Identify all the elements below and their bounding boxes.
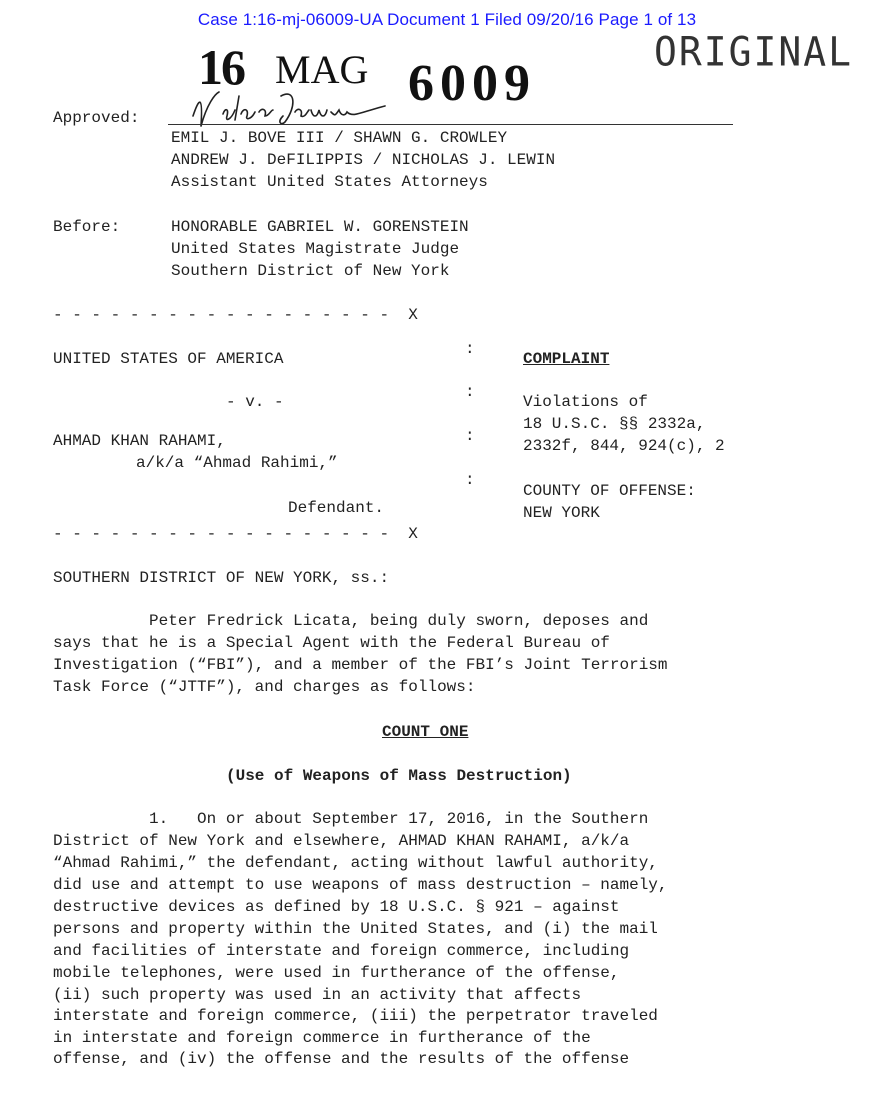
approved-label: Approved: [53,109,140,127]
stamp-number: 6009 [408,55,536,112]
plaintiff: UNITED STATES OF AMERICA [53,350,284,368]
caption-colon: : [465,340,475,358]
stamp-number-prefix: 16 [198,39,244,95]
paragraph-line: offense, and (iv) the offense and the results of the offense [53,1050,630,1068]
defendant-aka: a/k/a “Ahmad Rahimi,” [136,454,338,472]
intro-line: Investigation (“FBI”), and a member of the FBI’s Joint Terrorism [53,656,668,674]
intro-line: Task Force (“JTTF”), and charges as follows: [53,678,476,696]
judge-name: HONORABLE GABRIEL W. GORENSTEIN [171,218,469,236]
paragraph-line: persons and property within the United States, and (i) the mail [53,920,658,938]
count-title: COUNT ONE [382,723,469,741]
count-subtitle: (Use of Weapons of Mass Destruction) [226,767,572,785]
intro-line: Peter Fredrick Licata, being duly sworn, deposes and [53,612,649,630]
intro-line: says that he is a Special Agent with the Federal Bureau of [53,634,610,652]
before-label: Before: [53,218,121,236]
approved-attorneys-line1: EMIL J. BOVE III / SHAWN G. CROWLEY [171,129,508,147]
violations-line1: Violations of [523,393,648,411]
paragraph-line: destructive devices as defined by 18 U.S.C. § 921 – against [53,898,620,916]
approved-attorneys-line2: ANDREW J. DeFILIPPIS / NICHOLAS J. LEWIN [171,151,556,169]
paragraph-line: mobile telephones, were used in furtherance of the offense, [53,964,620,982]
county-label: COUNTY OF OFFENSE: [523,482,696,500]
approved-attorneys-line3: Assistant United States Attorneys [171,173,488,191]
complaint-title: COMPLAINT [523,350,610,368]
paragraph-line: and facilities of interstate and foreign commerce, including [53,942,630,960]
paragraph-line: in interstate and foreign commerce in furtherance of the [53,1029,591,1047]
paragraph-line: District of New York and elsewhere, AHMAD KHAN RAHAMI, a/k/a [53,832,630,850]
violations-line2: 18 U.S.C. §§ 2332a, [523,415,706,433]
caption-top-dashes: - - - - - - - - - - - - - - - - - - X [53,306,418,324]
paragraph-line: (ii) such property was used in an activity that affects [53,986,582,1004]
stamp-mag: MAG [275,47,369,92]
caption-bottom-dashes: - - - - - - - - - - - - - - - - - - X [53,525,418,543]
defendant-label: Defendant. [288,499,385,517]
paragraph-line: did use and attempt to use weapons of mass destruction – namely, [53,876,668,894]
caption-colon: : [465,471,475,489]
violations-line3: 2332f, 844, 924(c), 2 [523,437,725,455]
case-header: Case 1:16-mj-06009-UA Document 1 Filed 09/20/16 Page 1 of 13 [197,10,697,29]
venue: SOUTHERN DISTRICT OF NEW YORK, ss.: [53,569,390,587]
original-stamp: ORIGINAL [654,28,854,76]
judge-title: United States Magistrate Judge [171,240,460,258]
paragraph-line: interstate and foreign commerce, (iii) the perpetrator traveled [53,1007,658,1025]
judge-district: Southern District of New York [171,262,450,280]
caption-colon: : [465,427,475,445]
caption-colon: : [465,383,475,401]
paragraph-line: “Ahmad Rahimi,” the defendant, acting without lawful authority, [53,854,658,872]
versus: - v. - [226,393,284,411]
signature-line [168,124,733,125]
defendant-name: AHMAD KHAN RAHAMI, [53,432,226,450]
county-value: NEW YORK [523,504,600,522]
paragraph-line: 1. On or about September 17, 2016, in the Southern [53,810,649,828]
